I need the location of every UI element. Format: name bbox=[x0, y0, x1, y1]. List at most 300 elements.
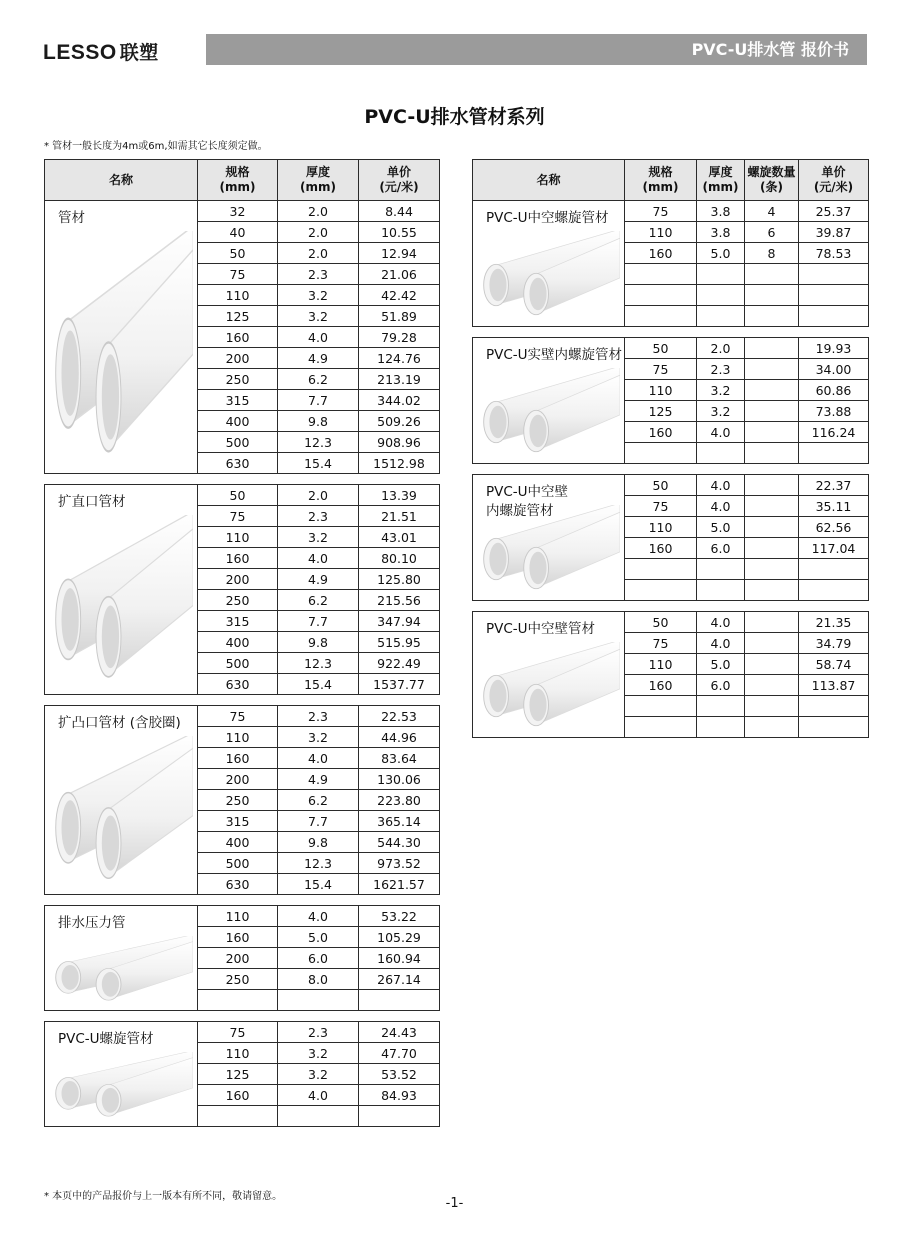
product-name-cell bbox=[473, 338, 625, 464]
table-cell bbox=[745, 359, 799, 380]
table-cell: 124.76 bbox=[359, 348, 440, 369]
table-cell: 3.2 bbox=[278, 285, 359, 306]
table-cell: 5.0 bbox=[697, 243, 745, 264]
header-price-label: 单价 bbox=[386, 165, 411, 179]
table-cell: 4.0 bbox=[278, 327, 359, 348]
table-cell: 6.2 bbox=[278, 790, 359, 811]
table-cell: 6.0 bbox=[697, 538, 745, 559]
product-name: 管材 bbox=[58, 210, 85, 226]
pipe-image bbox=[477, 368, 620, 458]
table-cell: 9.8 bbox=[278, 632, 359, 653]
product-name-cell bbox=[45, 201, 198, 474]
table-cell: 125 bbox=[198, 1064, 278, 1085]
table-cell: 25.37 bbox=[799, 201, 869, 222]
table-cell: 110 bbox=[198, 906, 278, 927]
table-cell: 110 bbox=[625, 517, 697, 538]
table-cell: 4.0 bbox=[697, 496, 745, 517]
table-cell: 6 bbox=[745, 222, 799, 243]
table-cell: 250 bbox=[198, 969, 278, 990]
table-row bbox=[45, 485, 440, 506]
table-cell bbox=[359, 1106, 440, 1127]
table-cell: 2.0 bbox=[278, 243, 359, 264]
pipe-image bbox=[49, 1052, 193, 1121]
table-cell: 44.96 bbox=[359, 727, 440, 748]
table-cell: 3.2 bbox=[697, 401, 745, 422]
pipe-image bbox=[49, 936, 193, 1005]
table-cell: 50 bbox=[625, 475, 697, 496]
table-cell: 315 bbox=[198, 390, 278, 411]
table-cell bbox=[697, 443, 745, 464]
table-cell: 53.22 bbox=[359, 906, 440, 927]
table-cell: 160 bbox=[198, 1085, 278, 1106]
table-cell: 58.74 bbox=[799, 654, 869, 675]
table-cell bbox=[745, 633, 799, 654]
table-cell: 110 bbox=[198, 1043, 278, 1064]
table-cell: 344.02 bbox=[359, 390, 440, 411]
product-name: PVC-U中空壁管材 bbox=[486, 621, 596, 637]
table-cell: 9.8 bbox=[278, 832, 359, 853]
table-cell: 7.7 bbox=[278, 811, 359, 832]
table-cell: 922.49 bbox=[359, 653, 440, 674]
header-thickness-label: 厚度 bbox=[305, 165, 330, 179]
length-note: * 管材一般长度为4m或6m,如需其它长度须定做。 bbox=[44, 141, 268, 152]
header-spirals-unit: (条) bbox=[760, 180, 783, 194]
group-gap bbox=[45, 895, 440, 906]
table-cell: 2.0 bbox=[697, 338, 745, 359]
table-cell bbox=[745, 517, 799, 538]
table-cell: 1621.57 bbox=[359, 874, 440, 895]
group-gap bbox=[473, 464, 869, 475]
table-cell: 630 bbox=[198, 453, 278, 474]
table-cell bbox=[359, 990, 440, 1011]
table-cell: 2.3 bbox=[278, 506, 359, 527]
table-cell: 75 bbox=[625, 633, 697, 654]
table-row bbox=[45, 706, 440, 727]
table-cell: 78.53 bbox=[799, 243, 869, 264]
table-cell: 160 bbox=[625, 538, 697, 559]
table-cell: 4.9 bbox=[278, 769, 359, 790]
table-cell: 75 bbox=[625, 201, 697, 222]
table-cell: 7.7 bbox=[278, 611, 359, 632]
table-cell: 1512.98 bbox=[359, 453, 440, 474]
table-cell bbox=[745, 612, 799, 633]
group-gap bbox=[45, 1011, 440, 1022]
pipe-image bbox=[477, 505, 620, 595]
table-cell bbox=[745, 580, 799, 601]
table-cell: 400 bbox=[198, 411, 278, 432]
table-cell bbox=[799, 285, 869, 306]
product-name-cell bbox=[45, 485, 198, 695]
table-cell: 3.2 bbox=[278, 1043, 359, 1064]
table-cell: 84.93 bbox=[359, 1085, 440, 1106]
table-cell: 908.96 bbox=[359, 432, 440, 453]
table-cell bbox=[697, 285, 745, 306]
table-cell bbox=[697, 580, 745, 601]
table-cell: 110 bbox=[625, 380, 697, 401]
table-cell bbox=[745, 496, 799, 517]
table-cell: 267.14 bbox=[359, 969, 440, 990]
table-cell: 500 bbox=[198, 432, 278, 453]
table-cell: 6.2 bbox=[278, 590, 359, 611]
pipe-image bbox=[477, 642, 620, 732]
table-cell: 8 bbox=[745, 243, 799, 264]
table-cell: 105.29 bbox=[359, 927, 440, 948]
right-price-table bbox=[472, 159, 869, 738]
table-cell: 24.43 bbox=[359, 1022, 440, 1043]
page-title: PVC-U排水管材系列 bbox=[364, 106, 545, 128]
table-cell: 110 bbox=[198, 527, 278, 548]
table-cell bbox=[625, 306, 697, 327]
table-cell: 34.00 bbox=[799, 359, 869, 380]
table-cell: 4.0 bbox=[697, 612, 745, 633]
table-cell bbox=[745, 264, 799, 285]
table-cell: 12.3 bbox=[278, 653, 359, 674]
header-spec-label: 规格 bbox=[648, 165, 673, 179]
table-cell: 15.4 bbox=[278, 874, 359, 895]
table-row bbox=[45, 201, 440, 222]
table-cell: 5.0 bbox=[278, 927, 359, 948]
table-cell: 4.9 bbox=[278, 569, 359, 590]
table-cell bbox=[745, 306, 799, 327]
product-name-cell bbox=[45, 706, 198, 895]
table-cell: 8.44 bbox=[359, 201, 440, 222]
header-spec-unit: (mm) bbox=[642, 180, 679, 194]
table-cell bbox=[625, 559, 697, 580]
table-cell bbox=[745, 338, 799, 359]
table-cell: 39.87 bbox=[799, 222, 869, 243]
header-title: PVC-U排水管 报价书 bbox=[691, 40, 849, 59]
table-cell: 315 bbox=[198, 811, 278, 832]
table-cell: 544.30 bbox=[359, 832, 440, 853]
table-cell: 110 bbox=[198, 727, 278, 748]
logo-en: LESSO bbox=[43, 41, 117, 64]
table-cell: 22.53 bbox=[359, 706, 440, 727]
table-cell: 7.7 bbox=[278, 390, 359, 411]
table-cell: 50 bbox=[198, 243, 278, 264]
table-cell: 125.80 bbox=[359, 569, 440, 590]
table-cell: 125 bbox=[625, 401, 697, 422]
table-cell: 19.93 bbox=[799, 338, 869, 359]
table-cell: 315 bbox=[198, 611, 278, 632]
table-cell: 3.2 bbox=[278, 1064, 359, 1085]
table-cell: 509.26 bbox=[359, 411, 440, 432]
group-gap bbox=[45, 474, 440, 485]
table-cell bbox=[278, 1106, 359, 1127]
header-thickness-unit: (mm) bbox=[300, 180, 336, 194]
table-cell: 2.0 bbox=[278, 485, 359, 506]
table-cell bbox=[745, 538, 799, 559]
footnote: * 本页中的产品报价与上一版本有所不同，敬请留意。 bbox=[44, 1191, 283, 1202]
table-cell: 3.2 bbox=[278, 306, 359, 327]
table-cell: 347.94 bbox=[359, 611, 440, 632]
table-cell: 2.3 bbox=[697, 359, 745, 380]
table-row bbox=[45, 1022, 440, 1043]
table-cell: 3.8 bbox=[697, 222, 745, 243]
table-cell: 80.10 bbox=[359, 548, 440, 569]
table-cell: 50 bbox=[198, 485, 278, 506]
table-cell: 113.87 bbox=[799, 675, 869, 696]
table-cell: 250 bbox=[198, 790, 278, 811]
table-cell: 515.95 bbox=[359, 632, 440, 653]
table-cell: 83.64 bbox=[359, 748, 440, 769]
table-cell: 5.0 bbox=[697, 654, 745, 675]
table-cell: 6.0 bbox=[278, 948, 359, 969]
table-cell bbox=[697, 264, 745, 285]
table-cell: 500 bbox=[198, 653, 278, 674]
table-cell: 62.56 bbox=[799, 517, 869, 538]
table-cell: 4.0 bbox=[697, 633, 745, 654]
table-cell bbox=[745, 422, 799, 443]
table-cell bbox=[198, 990, 278, 1011]
table-cell bbox=[745, 401, 799, 422]
pipe-image bbox=[49, 736, 193, 889]
header-spirals-label: 螺旋数量 bbox=[747, 165, 796, 179]
table-cell: 2.3 bbox=[278, 1022, 359, 1043]
table-cell: 50 bbox=[625, 338, 697, 359]
table-cell: 75 bbox=[625, 496, 697, 517]
left-price-table bbox=[44, 159, 440, 1127]
table-cell bbox=[198, 1106, 278, 1127]
table-cell: 12.3 bbox=[278, 432, 359, 453]
table-cell: 400 bbox=[198, 832, 278, 853]
table-cell: 116.24 bbox=[799, 422, 869, 443]
table-cell: 10.55 bbox=[359, 222, 440, 243]
page-number: -1- bbox=[445, 1196, 464, 1211]
table-cell: 125 bbox=[198, 306, 278, 327]
logo-cn: 联塑 bbox=[119, 42, 159, 64]
table-cell: 5.0 bbox=[697, 517, 745, 538]
table-cell: 2.0 bbox=[278, 201, 359, 222]
table-cell bbox=[745, 675, 799, 696]
table-cell bbox=[697, 559, 745, 580]
group-gap bbox=[473, 327, 869, 338]
table-cell: 4.0 bbox=[278, 1085, 359, 1106]
table-cell: 200 bbox=[198, 769, 278, 790]
table-cell bbox=[745, 380, 799, 401]
table-cell: 75 bbox=[198, 706, 278, 727]
table-cell: 215.56 bbox=[359, 590, 440, 611]
table-cell: 223.80 bbox=[359, 790, 440, 811]
table-cell: 4.0 bbox=[278, 748, 359, 769]
table-cell: 3.2 bbox=[697, 380, 745, 401]
table-cell: 130.06 bbox=[359, 769, 440, 790]
table-cell bbox=[697, 696, 745, 717]
table-cell: 3.2 bbox=[278, 527, 359, 548]
table-row bbox=[473, 338, 869, 359]
table-cell: 110 bbox=[625, 222, 697, 243]
table-cell bbox=[799, 306, 869, 327]
table-cell: 60.86 bbox=[799, 380, 869, 401]
table-row bbox=[473, 612, 869, 633]
right-header-row bbox=[473, 160, 869, 201]
table-cell: 21.06 bbox=[359, 264, 440, 285]
table-cell bbox=[745, 559, 799, 580]
table-cell: 40 bbox=[198, 222, 278, 243]
left-header-row bbox=[45, 160, 440, 201]
table-cell: 3.8 bbox=[697, 201, 745, 222]
table-cell: 117.04 bbox=[799, 538, 869, 559]
table-cell bbox=[799, 559, 869, 580]
product-name-cell bbox=[473, 475, 625, 601]
table-cell: 9.8 bbox=[278, 411, 359, 432]
table-cell: 4.0 bbox=[278, 548, 359, 569]
header-thickness-unit: (mm) bbox=[702, 180, 739, 194]
group-gap bbox=[45, 695, 440, 706]
table-cell bbox=[625, 443, 697, 464]
table-cell: 4.9 bbox=[278, 348, 359, 369]
table-cell bbox=[799, 580, 869, 601]
table-cell: 32 bbox=[198, 201, 278, 222]
table-cell: 2.3 bbox=[278, 264, 359, 285]
product-name: PVC-U实壁内螺旋管材 bbox=[486, 347, 623, 363]
table-cell: 6.0 bbox=[697, 675, 745, 696]
product-name: PVC-U中空壁 内螺旋管材 bbox=[486, 484, 569, 519]
table-cell: 250 bbox=[198, 369, 278, 390]
table-cell bbox=[625, 285, 697, 306]
product-name: PVC-U中空螺旋管材 bbox=[486, 210, 609, 226]
header-name: 名称 bbox=[473, 160, 625, 201]
table-cell: 53.52 bbox=[359, 1064, 440, 1085]
header-thickness bbox=[697, 160, 745, 201]
table-cell: 4.0 bbox=[697, 475, 745, 496]
table-cell bbox=[745, 443, 799, 464]
table-cell bbox=[745, 285, 799, 306]
product-name-cell bbox=[45, 906, 198, 1011]
product-name: 扩凸口管材 (含胶圈) bbox=[58, 715, 181, 731]
pipe-image bbox=[49, 231, 193, 468]
table-cell: 1537.77 bbox=[359, 674, 440, 695]
header-price-label: 单价 bbox=[821, 165, 846, 179]
header-thickness-label: 厚度 bbox=[708, 165, 733, 179]
table-cell: 4.0 bbox=[697, 422, 745, 443]
table-cell: 22.37 bbox=[799, 475, 869, 496]
table-row bbox=[473, 201, 869, 222]
brand-logo bbox=[43, 38, 159, 65]
table-cell bbox=[625, 717, 697, 738]
header-spec-label: 规格 bbox=[225, 165, 250, 179]
table-cell: 160 bbox=[625, 243, 697, 264]
table-cell bbox=[799, 717, 869, 738]
table-cell bbox=[625, 580, 697, 601]
table-cell: 4.0 bbox=[278, 906, 359, 927]
table-cell: 110 bbox=[625, 654, 697, 675]
table-cell: 43.01 bbox=[359, 527, 440, 548]
table-cell: 35.11 bbox=[799, 496, 869, 517]
table-cell: 50 bbox=[625, 612, 697, 633]
table-cell bbox=[625, 264, 697, 285]
table-cell: 12.94 bbox=[359, 243, 440, 264]
table-cell: 6.2 bbox=[278, 369, 359, 390]
table-row bbox=[45, 906, 440, 927]
table-cell bbox=[799, 443, 869, 464]
table-cell: 47.70 bbox=[359, 1043, 440, 1064]
table-cell bbox=[697, 717, 745, 738]
header-price-unit: (元/米) bbox=[379, 180, 419, 194]
table-cell bbox=[745, 654, 799, 675]
table-cell: 160.94 bbox=[359, 948, 440, 969]
header-thickness bbox=[278, 160, 359, 201]
table-cell bbox=[799, 264, 869, 285]
table-row bbox=[473, 475, 869, 496]
table-cell: 160 bbox=[198, 927, 278, 948]
table-cell: 500 bbox=[198, 853, 278, 874]
table-cell: 200 bbox=[198, 948, 278, 969]
table-cell: 160 bbox=[625, 675, 697, 696]
table-cell: 973.52 bbox=[359, 853, 440, 874]
table-cell: 15.4 bbox=[278, 453, 359, 474]
table-cell: 42.42 bbox=[359, 285, 440, 306]
pipe-image bbox=[477, 231, 620, 321]
table-cell: 160 bbox=[198, 548, 278, 569]
product-name: PVC-U螺旋管材 bbox=[58, 1031, 154, 1047]
header-spirals bbox=[745, 160, 799, 201]
table-cell: 21.51 bbox=[359, 506, 440, 527]
table-cell bbox=[745, 696, 799, 717]
table-cell: 75 bbox=[625, 359, 697, 380]
table-cell: 73.88 bbox=[799, 401, 869, 422]
table-cell: 12.3 bbox=[278, 853, 359, 874]
table-cell: 250 bbox=[198, 590, 278, 611]
table-cell: 75 bbox=[198, 1022, 278, 1043]
product-name-cell bbox=[473, 612, 625, 738]
table-cell: 75 bbox=[198, 506, 278, 527]
table-cell: 34.79 bbox=[799, 633, 869, 654]
product-name: 排水压力管 bbox=[58, 915, 126, 931]
header-bar bbox=[206, 34, 867, 65]
header-price-unit: (元/米) bbox=[813, 180, 854, 194]
header-spec-unit: (mm) bbox=[219, 180, 256, 194]
header-name: 名称 bbox=[45, 160, 198, 201]
header-price bbox=[359, 160, 440, 201]
table-cell: 8.0 bbox=[278, 969, 359, 990]
product-name-cell bbox=[473, 201, 625, 327]
pipe-image bbox=[49, 515, 193, 689]
table-cell: 3.2 bbox=[278, 727, 359, 748]
table-cell bbox=[697, 306, 745, 327]
table-cell: 51.89 bbox=[359, 306, 440, 327]
header-price bbox=[799, 160, 869, 201]
table-cell: 213.19 bbox=[359, 369, 440, 390]
table-cell bbox=[625, 696, 697, 717]
product-name-cell bbox=[45, 1022, 198, 1127]
table-cell: 79.28 bbox=[359, 327, 440, 348]
table-cell: 160 bbox=[625, 422, 697, 443]
table-cell bbox=[745, 717, 799, 738]
table-cell: 21.35 bbox=[799, 612, 869, 633]
table-cell bbox=[278, 990, 359, 1011]
table-cell: 75 bbox=[198, 264, 278, 285]
table-cell: 630 bbox=[198, 874, 278, 895]
table-cell: 15.4 bbox=[278, 674, 359, 695]
table-cell: 2.0 bbox=[278, 222, 359, 243]
table-cell: 200 bbox=[198, 348, 278, 369]
table-cell: 160 bbox=[198, 327, 278, 348]
table-cell: 13.39 bbox=[359, 485, 440, 506]
table-cell: 400 bbox=[198, 632, 278, 653]
table-cell: 2.3 bbox=[278, 706, 359, 727]
header-spec bbox=[198, 160, 278, 201]
product-name: 扩直口管材 bbox=[58, 494, 126, 510]
table-cell: 4 bbox=[745, 201, 799, 222]
table-cell: 110 bbox=[198, 285, 278, 306]
group-gap bbox=[473, 601, 869, 612]
table-cell: 365.14 bbox=[359, 811, 440, 832]
table-cell: 200 bbox=[198, 569, 278, 590]
table-cell bbox=[745, 475, 799, 496]
table-cell bbox=[799, 696, 869, 717]
header-spec bbox=[625, 160, 697, 201]
table-cell: 160 bbox=[198, 748, 278, 769]
